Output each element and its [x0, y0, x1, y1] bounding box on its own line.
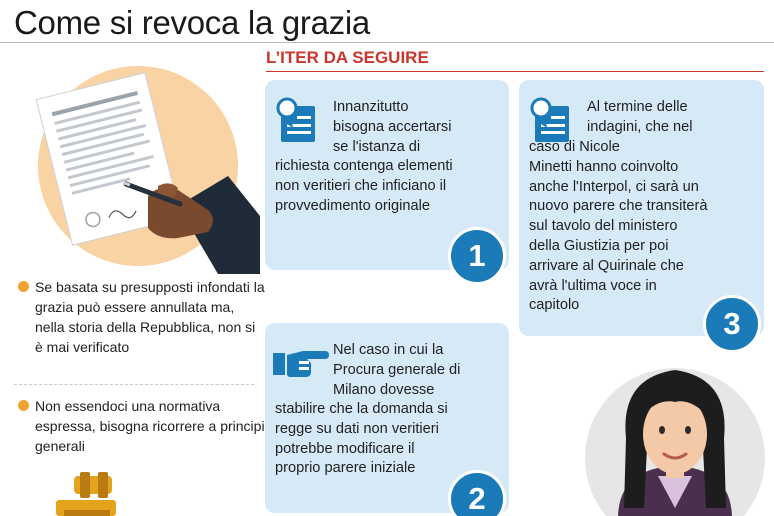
step-text-line: avrà l'ultima voce in [529, 277, 657, 294]
step-text-line: potrebbe modificare il [275, 440, 415, 457]
step-text-line: della Giustizia per poi [529, 237, 669, 254]
step-text-line: sul tavolo del ministero [529, 218, 678, 235]
step-text-line: anche l'Interpol, ci sarà un [529, 178, 699, 195]
page-title: Come si revoca la grazia [14, 4, 370, 41]
section-label: L’ITER DA SEGUIRE [266, 48, 429, 67]
step-text-line: se l'istanza di [333, 138, 421, 155]
gavel-illustration [50, 470, 130, 516]
step-number-badge: 2 [448, 470, 506, 516]
pointing-hand-icon [273, 345, 329, 381]
step-text-line: Procura generale di [333, 361, 461, 378]
step-text-line: caso di Nicole [529, 139, 620, 155]
step-text-line: richiesta contenga elementi [275, 158, 453, 174]
step-text-line: proprio parere iniziale [275, 460, 416, 477]
step-text-line: non veritieri che inficiano il [275, 177, 447, 194]
step-text-line: Milano dovesse [333, 381, 435, 398]
certificate-ribbon-icon [275, 96, 317, 144]
step-text-line: Al termine delle [587, 99, 688, 115]
info-note-text: Non essendoci una normativa espressa, bisogna ricorrere a principi generali [35, 398, 265, 454]
info-note-text: Se basata su presupposti infondati la grazia può essere annullata ma, nella storia della Repubblica, non si è mai verificato [35, 279, 265, 355]
step-text-line: capitolo [529, 297, 580, 314]
title-divider [0, 42, 774, 43]
step-number-badge: 3 [703, 295, 761, 353]
step-text-line: Minetti hanno coinvolto [529, 158, 679, 175]
step-card-2 [265, 323, 509, 516]
bullet-dot-icon [18, 281, 29, 292]
step-number-badge: 1 [448, 227, 506, 285]
notes-divider [14, 384, 254, 385]
signing-contract-illustration [28, 56, 260, 274]
step-text-line: Nel caso in cui la [333, 342, 444, 358]
step-text-line: arrivare al Quirinale che [529, 257, 684, 274]
step-text-line: regge su dati non veritieri [275, 420, 439, 437]
step-text-line: indagini, che nel [587, 118, 693, 135]
certificate-ribbon-icon [529, 96, 571, 144]
info-note-general-principles [18, 396, 268, 460]
step-text-line: Innanzitutto [333, 99, 409, 115]
step-card-3 [519, 80, 764, 341]
woman-portrait-illustration [580, 358, 770, 516]
bullet-dot-icon [18, 400, 29, 411]
step-text-line: nuovo parere che transiterà [529, 198, 708, 215]
step-text-line: provvedimento originale [275, 197, 430, 214]
info-note-annulment [18, 277, 268, 377]
step-text-line: bisogna accertarsi [333, 118, 452, 135]
section-divider [266, 71, 764, 72]
step-card-1 [265, 80, 509, 273]
step-text-line: stabilire che la domanda si [275, 401, 448, 417]
